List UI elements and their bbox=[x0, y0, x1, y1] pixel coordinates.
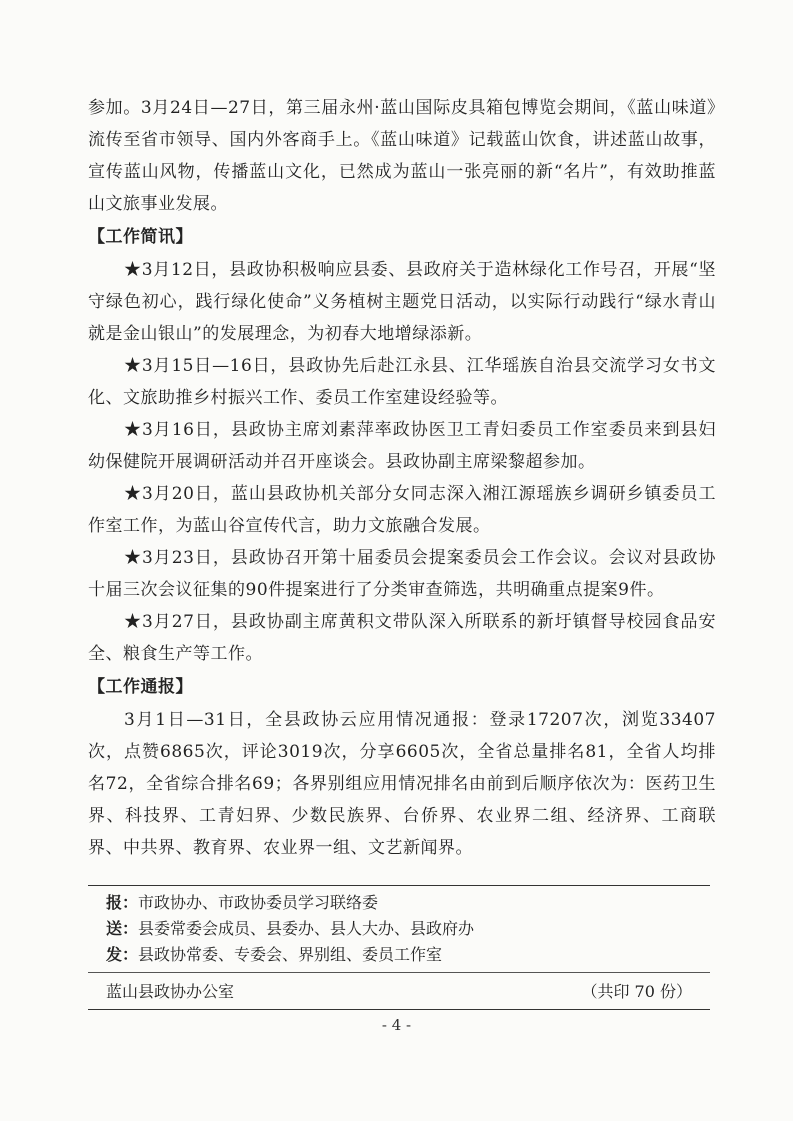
section-heading-report: 【工作通报】 bbox=[88, 677, 193, 697]
distribution-row bbox=[106, 942, 710, 968]
intro-paragraph: 参加。3月24日—27日，第三届永州·蓝山国际皮具箱包博览会期间，《蓝山味道》流传至省市领导、国内外客商手上。《蓝山味道》记载蓝山饮食，讲述蓝山故事，宣传蓝山风物，传播蓝山文化，已然成为蓝山一张亮丽的新“名片”，有效助推蓝山文旅事业发展。 bbox=[88, 98, 716, 214]
distribution-key: 送： bbox=[106, 919, 139, 938]
main-content bbox=[88, 92, 716, 864]
distribution-key: 报： bbox=[106, 893, 139, 912]
news-item: ★3月20日，蓝山县政协机关部分女同志深入湘江源瑶族乡调研乡镇委员工作室工作，为蓝山谷宣传代言，助力文旅融合发展。 bbox=[88, 484, 716, 536]
issuer-row bbox=[88, 973, 710, 1009]
distribution-key: 发： bbox=[106, 945, 139, 964]
report-paragraph: 3月1日—31日，全县政协云应用情况通报：登录17207次，浏览33407次，点赞6865次，评论3019次，分享6605次，全省总量排名81，全省人均排名72，全省综合排名69；各界别组应用情况排名由前到后顺序依次为：医药卫生界、科技界、工青妇界、少数民族界、台侨界、农业界二组、经济界、工商联界、中共界、教育界、农业界一组、文艺新闻界。 bbox=[88, 710, 716, 858]
print-copies: （共印 70 份） bbox=[581, 982, 692, 1001]
section-heading-news: 【工作简讯】 bbox=[88, 227, 193, 247]
news-item: ★3月27日，县政协副主席黄积文带队深入所联系的新圩镇督导校园食品安全、粮食生产等工作。 bbox=[88, 612, 716, 664]
distribution-value: 县政协常委、专委会、界别组、委员工作室 bbox=[138, 945, 443, 964]
distribution-value: 县委常委会成员、县委办、县人大办、县政府办 bbox=[138, 919, 475, 938]
distribution-footer bbox=[88, 885, 710, 1010]
news-item: ★3月23日，县政协召开第十届委员会提案委员会工作会议。会议对县政协十届三次会议征集的90件提案进行了分类审查筛选，共明确重点提案9件。 bbox=[88, 548, 716, 600]
news-item: ★3月16日，县政协主席刘素萍率政协医卫工青妇委员工作室委员来到县妇幼保健院开展调研活动并召开座谈会。县政协副主席梁黎超参加。 bbox=[88, 420, 716, 472]
distribution-row bbox=[106, 916, 710, 942]
distribution-value: 市政协办、市政协委员学习联络委 bbox=[138, 893, 379, 912]
distribution-list bbox=[88, 886, 710, 973]
news-item: ★3月15日—16日，县政协先后赴江永县、江华瑶族自治县交流学习女书文化、文旅助推乡村振兴工作、委员工作室建设经验等。 bbox=[88, 356, 716, 408]
distribution-row bbox=[106, 890, 710, 916]
issuer-name: 蓝山县政协办公室 bbox=[106, 982, 235, 1001]
news-item: ★3月12日，县政协积极响应县委、县政府关于造林绿化工作号召，开展“坚守绿色初心，践行绿化使命”义务植树主题党日活动，以实际行动践行“绿水青山就是金山银山”的发展理念，为初春大地增绿添新。 bbox=[88, 260, 716, 344]
page-number: - 4 - bbox=[381, 1016, 412, 1034]
